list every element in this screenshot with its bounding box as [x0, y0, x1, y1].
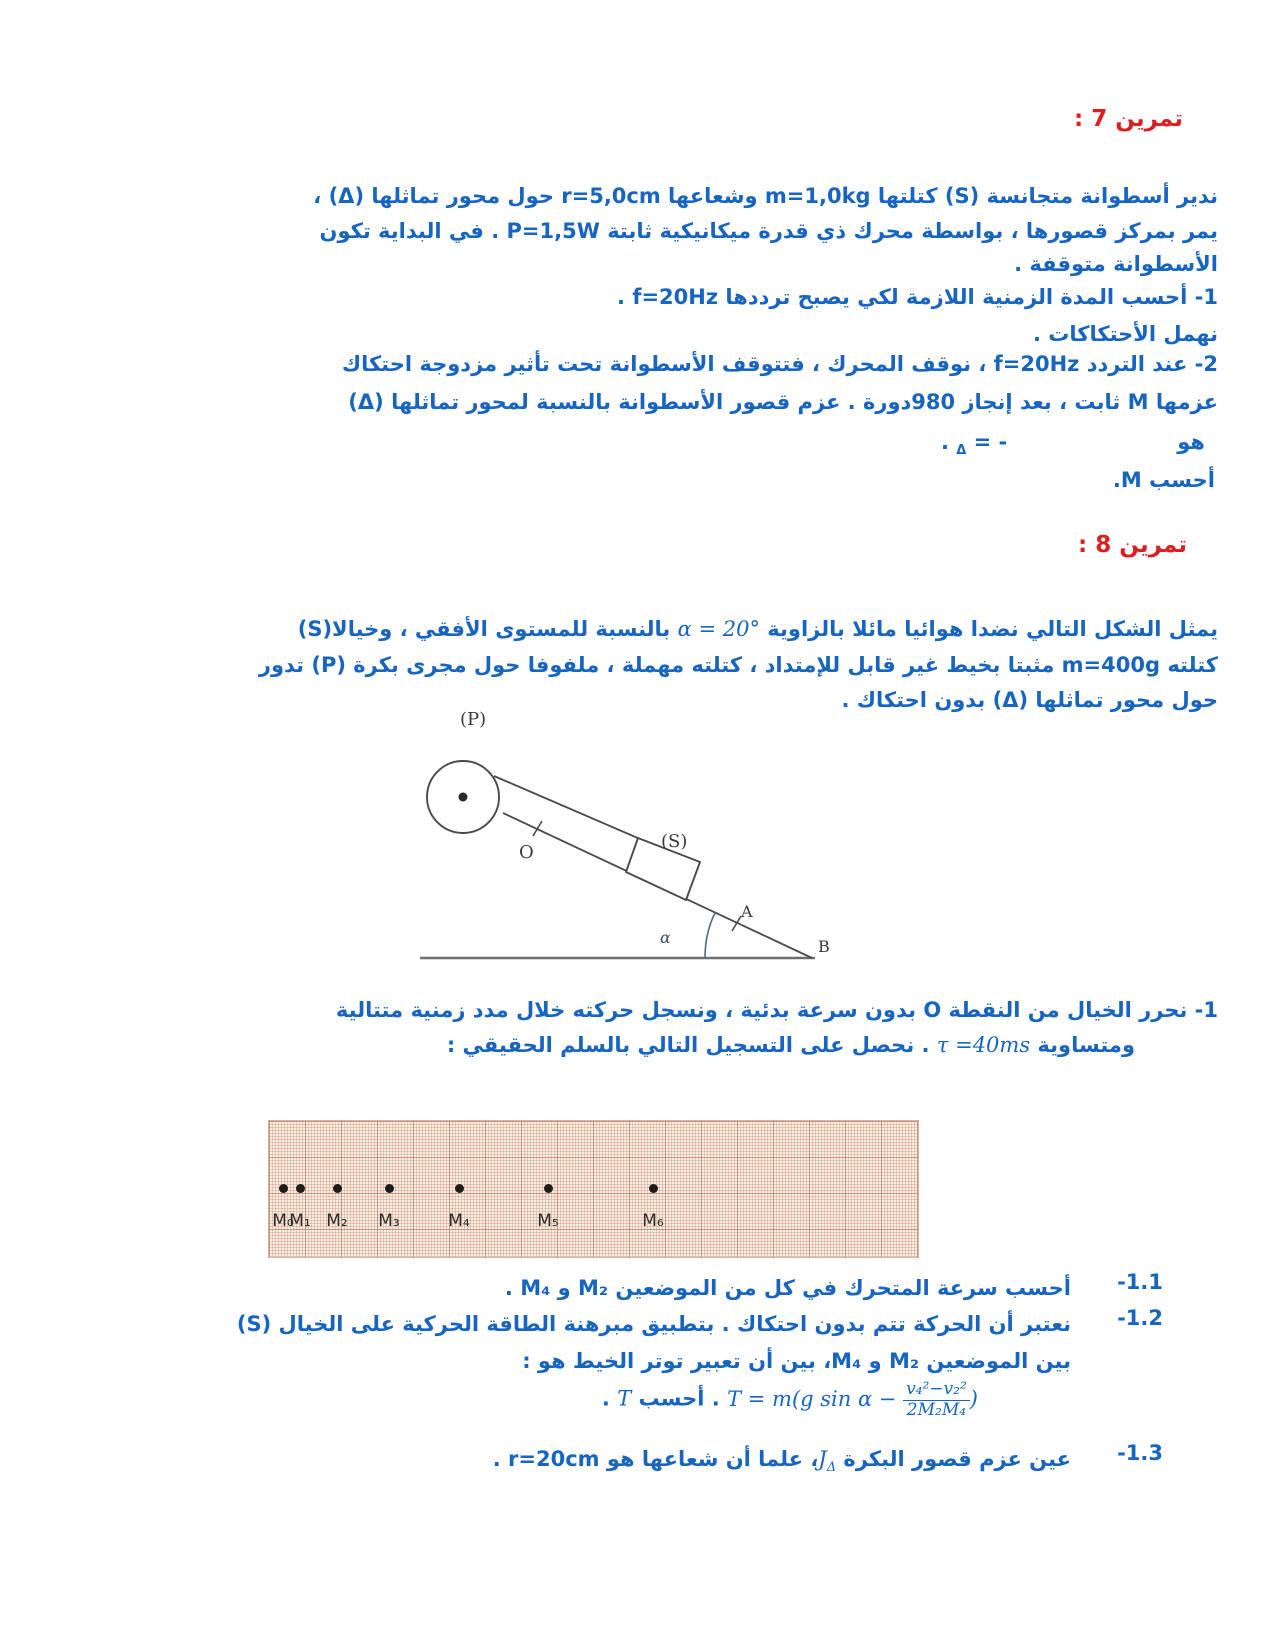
recording-dot — [333, 1184, 342, 1193]
inertia-word: هو — [1177, 430, 1205, 454]
question-1-2 — [237, 1306, 1163, 1380]
question-1-3 — [493, 1441, 1163, 1486]
tau-value: τ =40ms — [936, 1033, 1031, 1057]
recording-dot — [296, 1184, 305, 1193]
point-a-label: A — [741, 902, 753, 921]
question-1-3-number: 1.3- — [1117, 1441, 1163, 1465]
block-label: (S) — [661, 831, 688, 852]
fraction-denominator: 2M₂M₄ — [906, 1399, 967, 1420]
dot-label-m5: M₅ — [537, 1211, 559, 1231]
ex8-question1-line2: ومتساوية τ =40ms . نحصل على التسجيل التالي بالسلم الحقيقي : — [446, 1033, 1135, 1057]
recording-dot — [385, 1184, 394, 1193]
ex7-inertia-line — [941, 430, 1205, 458]
dot-label-m4: M₄ — [448, 1211, 470, 1231]
ex7-friction-note: نهمل الأحتكاكات . — [1032, 322, 1218, 346]
question-1-1-number: 1.1- — [1117, 1270, 1163, 1294]
angle-label: α — [660, 928, 671, 947]
delta-subscript: Δ — [956, 443, 967, 459]
recording-dot — [279, 1184, 288, 1193]
pulley-inertia-symbol: $J_\Delta$ — [818, 1447, 837, 1476]
recording-dot — [649, 1184, 658, 1193]
ex7-paragraph-line2: يمر بمركز قصورها ، بواسطة محرك ذي قدرة ميكانيكية ثابتة P=1,5W . في البداية تكون — [319, 219, 1218, 243]
formula-fraction — [903, 1380, 970, 1420]
recording-dot — [455, 1184, 464, 1193]
dot-label-m1: M₁ — [289, 1211, 311, 1231]
fraction-numerator: v₄²−v₂² — [903, 1380, 970, 1401]
exercise8-heading: تمرين 8 : — [1078, 532, 1187, 558]
tension-formula: T = m(g sin α − $\frac{\text{v₄²−v₂²}}{\text{2M₂M₄}}$ ) — [727, 1379, 978, 1420]
recording-dot — [544, 1184, 553, 1193]
ex7-question1: 1- أحسب المدة الزمنية اللازمة لكي يصبح ترددها f=20Hz . — [617, 285, 1218, 309]
ex7-calculate-m: أحسب M. — [1112, 468, 1215, 492]
ex7-paragraph-line1: ندير أسطوانة متجانسة (S) كتلتها m=1,0kg وشعاعها r=5,0cm حول محور تماثلها (Δ) ، — [313, 184, 1218, 208]
question-1-2-line2: بين الموضعين M₂ و M₄، بين أن تعبير توتر الخيط هو : — [522, 1349, 1071, 1373]
ex8-paragraph-line2: كتلته m=400g مثبتا بخيط غير قابل للإمتداد ، كتلته مهملة ، ملفوفا حول مجرى بكرة (P) تدور — [258, 653, 1218, 677]
question-1-1 — [505, 1270, 1163, 1307]
thread-line — [494, 776, 640, 839]
exercise7-heading: تمرين 7 : — [1074, 106, 1183, 132]
ex7-question2-line2: عزمها M ثابت ، بعد إنجاز 980دورة . عزم قصور الأسطوانة بالنسبة لمحور تماثلها (Δ) — [348, 390, 1218, 414]
dot-label-m6: M₆ — [642, 1211, 664, 1231]
origin-label: O — [519, 842, 534, 863]
pulley-inertia-subscript: Δ — [826, 1460, 837, 1476]
recording-strip — [268, 1120, 919, 1258]
ex8-paragraph-line3: حول محور تماثلها (Δ) بدون احتكاك . — [841, 688, 1218, 712]
tension-symbol: T — [617, 1386, 632, 1411]
question-1-2-line1: نعتبر أن الحركة تتم بدون احتكاك . بتطبيق مبرهنة الطاقة الحركية على الخيال (S) — [236, 1312, 1071, 1336]
pulley-label: (P) — [460, 709, 487, 730]
dot-label-m2: M₂ — [326, 1211, 348, 1231]
question-1-3-text: عين عزم قصور البكرة $J_\Delta،$ علما أن شعاعها هو r=20cm . — [492, 1447, 1071, 1476]
dot-label-m0: M₀ — [272, 1211, 294, 1231]
calculate-word: أحسب — [631, 1386, 705, 1411]
angle-value: α = 20° — [677, 617, 760, 641]
angle-arc — [705, 913, 715, 958]
ex8-paragraph-line1: يمثل الشكل التالي نضدا هوائيا مائلا بالزاوية α = 20° بالنسبة للمستوى الأفقي ، وخيالا(S) — [297, 617, 1218, 641]
question-1-1-text: أحسب سرعة المتحرك في كل من الموضعين M₂ و M₄ . — [504, 1276, 1071, 1300]
ex8-question1-line1: 1- نحرر الخيال من النقطة O بدون سرعة بدئية ، ونسجل حركته خلال مدد زمنية متتالية — [335, 998, 1218, 1022]
inertia-formula: . $_\Delta$ = - — [940, 430, 1008, 459]
tension-formula-line: T = m(g sin α − $\frac{\text{v₄²−v₂²}}{\text{2M₂M₄}}$ ) . أحسب T . — [601, 1379, 978, 1420]
ex7-question2-line1: 2- عند التردد f=20Hz ، نوقف المحرك ، فتتوقف الأسطوانة تحت تأثير مزدوجة احتكاك — [341, 352, 1218, 376]
pulley-radius-value: r=20cm — [508, 1447, 600, 1471]
point-b-label: B — [818, 937, 830, 956]
pulley-axle-dot — [459, 793, 468, 802]
question-1-2-number: 1.2- — [1117, 1306, 1163, 1330]
ex7-paragraph-line3: الأسطوانة متوقفة . — [1014, 252, 1218, 276]
incline-diagram — [395, 700, 840, 968]
dot-label-m3: M₃ — [378, 1211, 400, 1231]
